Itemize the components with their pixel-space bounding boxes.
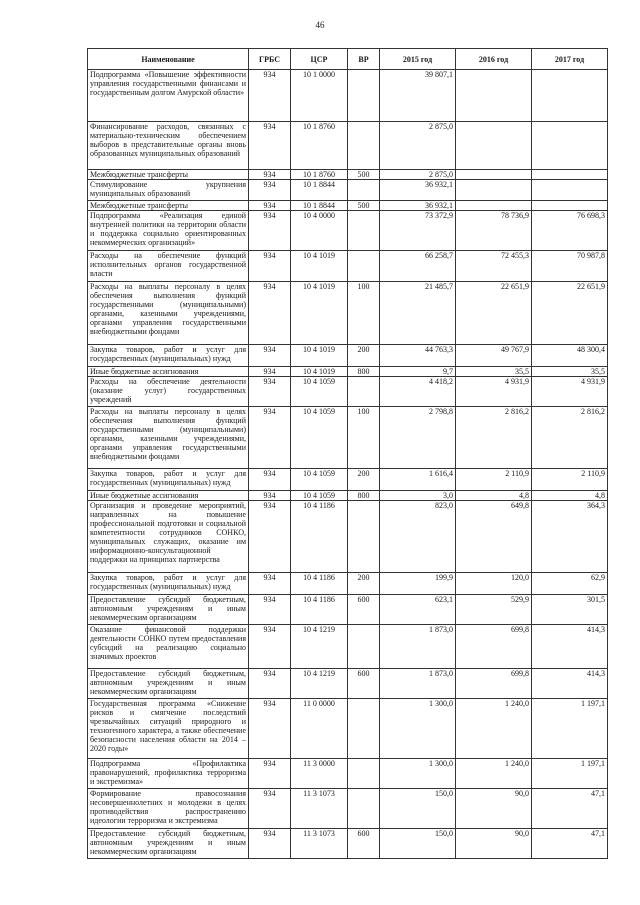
- row-vr: 100: [348, 282, 380, 345]
- row-vr: [348, 180, 380, 201]
- row-vr: [348, 625, 380, 669]
- row-2017: 1 197,1: [532, 699, 608, 759]
- row-grbs: 934: [249, 211, 291, 251]
- row-name: Межбюджетные трансферты: [88, 201, 249, 211]
- row-grbs: 934: [249, 573, 291, 595]
- row-2016: 1 240,0: [456, 759, 532, 789]
- row-2017: 76 698,3: [532, 211, 608, 251]
- row-vr: [348, 759, 380, 789]
- table-body: [88, 70, 608, 859]
- row-vr: 200: [348, 345, 380, 367]
- table-row: [88, 501, 608, 573]
- row-csr: 10 4 1019: [291, 345, 348, 367]
- table-row: [88, 595, 608, 625]
- row-2016: 529,9: [456, 595, 532, 625]
- row-2016: 2 110,9: [456, 469, 532, 491]
- row-2016: 120,0: [456, 573, 532, 595]
- table-row: [88, 201, 608, 211]
- row-grbs: 934: [249, 170, 291, 180]
- table-row: [88, 170, 608, 180]
- row-2016: [456, 70, 532, 122]
- table-row: [88, 469, 608, 491]
- row-name: Расходы на обеспечение деятельности (оказание услуг) государственных учреждений: [88, 377, 249, 407]
- row-vr: [348, 699, 380, 759]
- row-vr: [348, 211, 380, 251]
- row-2015: 4 418,2: [380, 377, 456, 407]
- row-2015: 36 932,1: [380, 201, 456, 211]
- row-name: Подпрограмма «Профилактика правонарушений, профилактика терроризма и экстремизма»: [88, 759, 249, 789]
- row-csr: 10 4 1186: [291, 595, 348, 625]
- row-2017: [532, 70, 608, 122]
- row-csr: 10 4 1059: [291, 491, 348, 501]
- row-2016: 35,5: [456, 367, 532, 377]
- header-2015: 2015 год: [380, 49, 456, 70]
- row-name: Закупка товаров, работ и услуг для государственных (муниципальных) нужд: [88, 573, 249, 595]
- row-grbs: 934: [249, 407, 291, 469]
- row-csr: 10 4 1219: [291, 625, 348, 669]
- table-row: [88, 491, 608, 501]
- row-2017: 2 110,9: [532, 469, 608, 491]
- row-2015: 2 875,0: [380, 122, 456, 170]
- row-grbs: 934: [249, 491, 291, 501]
- row-2017: [532, 122, 608, 170]
- row-vr: 100: [348, 407, 380, 469]
- row-2017: 4 931,9: [532, 377, 608, 407]
- row-grbs: 934: [249, 201, 291, 211]
- row-vr: [348, 377, 380, 407]
- table-row: [88, 699, 608, 759]
- row-2015: 623,1: [380, 595, 456, 625]
- header-name: Наименование: [88, 49, 249, 70]
- row-csr: 10 4 1019: [291, 251, 348, 282]
- row-grbs: 934: [249, 625, 291, 669]
- row-grbs: 934: [249, 595, 291, 625]
- row-vr: 800: [348, 367, 380, 377]
- page-number: 46: [315, 20, 325, 30]
- row-2017: 70 987,8: [532, 251, 608, 282]
- row-name: Формирование правосознания несовершеннолетних и молодежи в целях противодействия распространению идеологии терроризма и экстремизма: [88, 789, 249, 829]
- header-vr: ВР: [348, 49, 380, 70]
- row-csr: 10 4 1019: [291, 282, 348, 345]
- row-2015: 39 807,1: [380, 70, 456, 122]
- row-vr: [348, 501, 380, 573]
- row-csr: 10 4 1186: [291, 501, 348, 573]
- row-vr: 500: [348, 201, 380, 211]
- row-2015: 1 616,4: [380, 469, 456, 491]
- row-vr: 800: [348, 491, 380, 501]
- row-grbs: 934: [249, 367, 291, 377]
- row-2015: 73 372,9: [380, 211, 456, 251]
- row-grbs: 934: [249, 377, 291, 407]
- row-2017: 48 300,4: [532, 345, 608, 367]
- row-2017: 2 816,2: [532, 407, 608, 469]
- row-csr: 10 1 8760: [291, 170, 348, 180]
- row-2016: 72 455,3: [456, 251, 532, 282]
- table-row: [88, 625, 608, 669]
- table-row: [88, 345, 608, 367]
- row-2015: 2 798,8: [380, 407, 456, 469]
- table-row: [88, 211, 608, 251]
- row-vr: 200: [348, 469, 380, 491]
- row-name: Финансирование расходов, связанных с материально-техническим обеспечением выборов в представительные органы вновь образованных муниципальных образований: [88, 122, 249, 170]
- row-csr: 10 1 8844: [291, 180, 348, 201]
- table-header-row: [88, 49, 608, 70]
- header-grbs: ГРБС: [249, 49, 291, 70]
- row-name: Иные бюджетные ассигнования: [88, 367, 249, 377]
- row-grbs: 934: [249, 469, 291, 491]
- row-grbs: 934: [249, 251, 291, 282]
- row-name: Закупка товаров, работ и услуг для государственных (муниципальных) нужд: [88, 469, 249, 491]
- row-vr: [348, 789, 380, 829]
- row-2015: 21 485,7: [380, 282, 456, 345]
- table-row: [88, 759, 608, 789]
- row-csr: 11 0 0000: [291, 699, 348, 759]
- row-grbs: 934: [249, 122, 291, 170]
- row-name: Подпрограмма «Повышение эффективности управления государственными финансами и государственным долгом Амурской области»: [88, 70, 249, 122]
- row-2015: 1 300,0: [380, 699, 456, 759]
- row-csr: 10 1 8844: [291, 201, 348, 211]
- table-row: [88, 180, 608, 201]
- row-grbs: 934: [249, 345, 291, 367]
- row-2017: 62,9: [532, 573, 608, 595]
- row-2015: 36 932,1: [380, 180, 456, 201]
- row-csr: 10 4 1219: [291, 669, 348, 699]
- table-row: [88, 829, 608, 859]
- row-2015: 3,0: [380, 491, 456, 501]
- row-name: Закупка товаров, работ и услуг для государственных (муниципальных) нужд: [88, 345, 249, 367]
- row-2015: 199,9: [380, 573, 456, 595]
- row-2016: 1 240,0: [456, 699, 532, 759]
- row-2015: 9,7: [380, 367, 456, 377]
- row-2015: 2 875,0: [380, 170, 456, 180]
- row-name: Расходы на выплаты персоналу в целях обеспечения выполнения функций государственными (муниципальными) органами, казенными учреждениями, органами управления государственными внебюджетными фондами: [88, 282, 249, 345]
- row-2016: 2 816,2: [456, 407, 532, 469]
- row-2017: 4,8: [532, 491, 608, 501]
- row-grbs: 934: [249, 669, 291, 699]
- table-row: [88, 282, 608, 345]
- row-2017: 414,3: [532, 669, 608, 699]
- row-vr: 200: [348, 573, 380, 595]
- row-2017: 364,3: [532, 501, 608, 573]
- row-2017: [532, 201, 608, 211]
- row-2017: 22 651,9: [532, 282, 608, 345]
- row-csr: 10 1 8760: [291, 122, 348, 170]
- row-2016: 90,0: [456, 829, 532, 859]
- row-2016: [456, 201, 532, 211]
- row-2017: 1 197,1: [532, 759, 608, 789]
- row-vr: 600: [348, 829, 380, 859]
- row-2015: 150,0: [380, 829, 456, 859]
- row-2016: 4 931,9: [456, 377, 532, 407]
- table-row: [88, 407, 608, 469]
- table-row: [88, 251, 608, 282]
- header-2017: 2017 год: [532, 49, 608, 70]
- row-name: Предоставление субсидий бюджетным, автономным учреждениям и иным некоммерческим организациям: [88, 595, 249, 625]
- row-name: Межбюджетные трансферты: [88, 170, 249, 180]
- row-2016: 78 736,9: [456, 211, 532, 251]
- row-2016: [456, 122, 532, 170]
- row-vr: [348, 251, 380, 282]
- row-name: Подпрограмма «Реализация единой внутренней политики на территории области и поддержка социально ориентированных некоммерческих организаций»: [88, 211, 249, 251]
- row-2015: 1 873,0: [380, 625, 456, 669]
- header-csr: ЦСР: [291, 49, 348, 70]
- row-2015: 150,0: [380, 789, 456, 829]
- row-2016: 49 767,9: [456, 345, 532, 367]
- row-grbs: 934: [249, 759, 291, 789]
- row-vr: [348, 70, 380, 122]
- budget-table: [87, 48, 608, 859]
- row-2016: [456, 170, 532, 180]
- row-2017: 47,1: [532, 829, 608, 859]
- row-2016: 4,8: [456, 491, 532, 501]
- row-2017: 301,5: [532, 595, 608, 625]
- row-name: Государственная программа «Снижение рисков и смягчение последствий чрезвычайных ситуаций природного и техногенного характера, а также обеспечение безопасности населения области на 2014 – 2020 годы»: [88, 699, 249, 759]
- table-row: [88, 789, 608, 829]
- row-2016: 699,8: [456, 625, 532, 669]
- header-2016: 2016 год: [456, 49, 532, 70]
- row-csr: 11 3 1073: [291, 789, 348, 829]
- row-vr: 500: [348, 170, 380, 180]
- row-csr: 10 4 1019: [291, 367, 348, 377]
- row-2015: 66 258,7: [380, 251, 456, 282]
- row-vr: 600: [348, 669, 380, 699]
- row-csr: 11 3 0000: [291, 759, 348, 789]
- table-row: [88, 377, 608, 407]
- table-row: [88, 122, 608, 170]
- table-row: [88, 70, 608, 122]
- row-2017: 35,5: [532, 367, 608, 377]
- row-grbs: 934: [249, 789, 291, 829]
- row-2015: 1 300,0: [380, 759, 456, 789]
- row-2016: 22 651,9: [456, 282, 532, 345]
- row-2016: 90,0: [456, 789, 532, 829]
- row-name: Оказание финансовой поддержки деятельности СОНКО путем предоставления субсидий на реализацию социально значимых проектов: [88, 625, 249, 669]
- table-row: [88, 573, 608, 595]
- row-2015: 44 763,3: [380, 345, 456, 367]
- row-csr: 11 3 1073: [291, 829, 348, 859]
- row-name: Предоставление субсидий бюджетным, автономным учреждениям и иным некоммерческим организациям: [88, 669, 249, 699]
- row-grbs: 934: [249, 829, 291, 859]
- row-csr: 10 4 1059: [291, 377, 348, 407]
- row-name: Стимулирование укрупнения муниципальных образований: [88, 180, 249, 201]
- row-grbs: 934: [249, 282, 291, 345]
- row-2017: 47,1: [532, 789, 608, 829]
- row-grbs: 934: [249, 180, 291, 201]
- row-csr: 10 4 1059: [291, 469, 348, 491]
- row-2016: 699,8: [456, 669, 532, 699]
- row-name: Расходы на обеспечение функций исполнительных органов государственной власти: [88, 251, 249, 282]
- row-name: Организация и проведение мероприятий, направленных на повышение профессиональной подготовки и социальной компетентности сотрудников СОНКО, муниципальных служащих, оказание им информационно-консультационной поддержки на принципах партнерства: [88, 501, 249, 573]
- row-grbs: 934: [249, 699, 291, 759]
- row-csr: 10 4 0000: [291, 211, 348, 251]
- row-2015: 823,0: [380, 501, 456, 573]
- row-name: Иные бюджетные ассигнования: [88, 491, 249, 501]
- row-2015: 1 873,0: [380, 669, 456, 699]
- row-vr: 600: [348, 595, 380, 625]
- row-grbs: 934: [249, 501, 291, 573]
- row-vr: [348, 122, 380, 170]
- row-2017: [532, 170, 608, 180]
- table-row: [88, 669, 608, 699]
- row-csr: 10 4 1059: [291, 407, 348, 469]
- row-csr: 10 4 1186: [291, 573, 348, 595]
- table-row: [88, 367, 608, 377]
- row-grbs: 934: [249, 70, 291, 122]
- row-2016: 649,8: [456, 501, 532, 573]
- row-csr: 10 1 0000: [291, 70, 348, 122]
- row-name: Расходы на выплаты персоналу в целях обеспечения выполнения функций государственными (муниципальными) органами, казенными учреждениями, органами управления государственными внебюджетными фондами: [88, 407, 249, 469]
- row-2016: [456, 180, 532, 201]
- row-2017: 414,3: [532, 625, 608, 669]
- row-name: Предоставление субсидий бюджетным, автономным учреждениям и иным некоммерческим организациям: [88, 829, 249, 859]
- row-2017: [532, 180, 608, 201]
